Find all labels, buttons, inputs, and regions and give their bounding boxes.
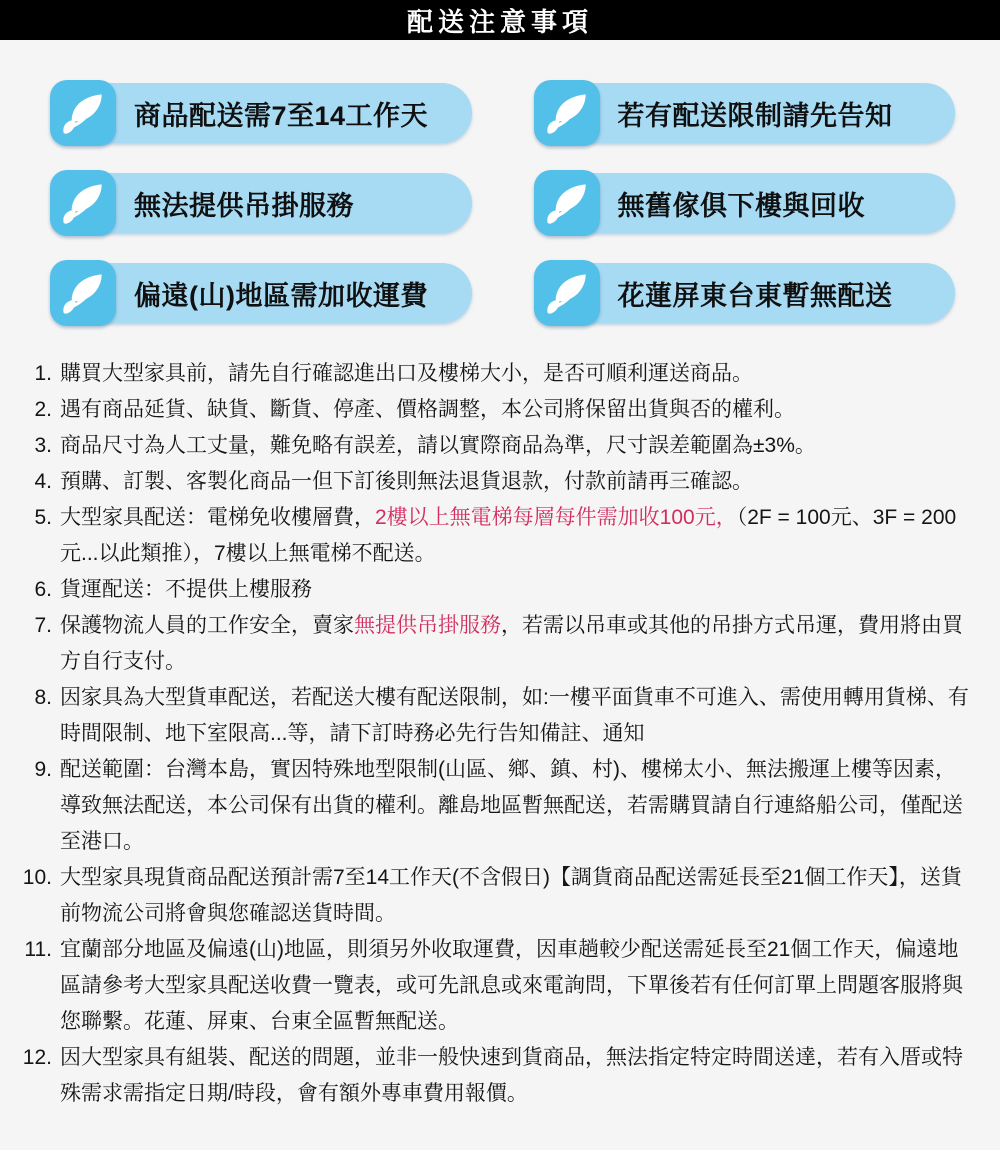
badge-label: 花蓮屏東台東暫無配送 — [617, 280, 893, 311]
list-item-number: 5. — [34, 506, 52, 529]
highlighted-text: 無提供吊掛服務 — [354, 614, 501, 637]
page-header — [0, 0, 1000, 40]
badge-label: 無舊傢俱下樓與回收 — [617, 190, 865, 221]
leaf-icon — [50, 170, 116, 236]
list-item — [12, 428, 976, 464]
badge — [534, 80, 956, 146]
badge — [50, 80, 472, 146]
list-item — [12, 356, 976, 392]
leaf-icon — [534, 170, 600, 236]
list-item — [12, 860, 976, 932]
list-item-text: 保護物流人員的工作安全，賣家無提供吊掛服務，若需以吊車或其他的吊掛方式吊運，費用將由買方自行支付。 — [60, 614, 963, 673]
badge — [534, 260, 956, 326]
list-item-text: 預購、訂製、客製化商品一但下訂後則無法退貨退款，付款前請再三確認。 — [60, 470, 753, 493]
list-item-number: 8. — [34, 686, 52, 709]
list-item-number: 12. — [22, 1046, 52, 1069]
badge — [50, 170, 472, 236]
list-item-number: 7. — [34, 614, 52, 637]
list-item-text: 大型家具配送：電梯免收樓層費，2樓以上無電梯每層每件需加收100元，（2F = 100元、3F = 200元...以此類推），7樓以上無電梯不配送。 — [60, 506, 957, 565]
list-item-number: 2. — [34, 398, 52, 421]
list-item-number: 3. — [34, 434, 52, 457]
leaf-icon — [534, 260, 600, 326]
list-item-text: 因家具為大型貨車配送，若配送大樓有配送限制，如:一樓平面貨車不可進入、需使用轉用貨梯、有時間限制、地下室限高...等，請下訂時務必先行告知備註、通知 — [60, 686, 969, 745]
list-item-text: 配送範圍：台灣本島，實因特殊地型限制(山區、鄉、鎮、村)、樓梯太小、無法搬運上樓等因素，導致無法配送，本公司保有出貨的權利。離島地區暫無配送，若需購買請自行連絡船公司，僅配送至港口。 — [60, 758, 963, 853]
list-item-number: 6. — [34, 578, 52, 601]
list-item-text: 貨運配送：不提供上樓服務 — [60, 578, 312, 601]
list-item-text: 因大型家具有組裝、配送的問題，並非一般快速到貨商品，無法指定特定時間送達，若有入厝或特殊需求需指定日期/時段，會有額外專車費用報價。 — [60, 1046, 963, 1105]
list-item — [12, 680, 976, 752]
list-item-text: 購買大型家具前，請先自行確認進出口及樓梯大小，是否可順利運送商品。 — [60, 362, 753, 385]
list-item — [12, 752, 976, 860]
list-item — [12, 464, 976, 500]
badge-label: 偏遠(山)地區需加收運費 — [134, 280, 428, 311]
list-item-text: 商品尺寸為人工丈量，難免略有誤差，請以實際商品為準，尺寸誤差範圍為±3%。 — [60, 434, 816, 457]
list-item — [12, 1040, 976, 1112]
leaf-icon — [534, 80, 600, 146]
badge-label: 若有配送限制請先告知 — [617, 100, 893, 131]
list-item-number: 1. — [34, 362, 52, 385]
badges-grid — [0, 40, 1000, 340]
badge-label: 無法提供吊掛服務 — [134, 190, 354, 221]
badge-label: 商品配送需7至14工作天 — [134, 100, 429, 131]
list-item-text: 宜蘭部分地區及偏遠(山)地區，則須另外收取運費，因車趟較少配送需延長至21個工作天，偏遠地區請參考大型家具配送收費一覽表，或可先訊息或來電詢問，下單後若有任何訂單上問題客服將與您聯繫。花蓮、屏東、台東全區暫無配送。 — [60, 938, 963, 1033]
list-item — [12, 572, 976, 608]
leaf-icon — [50, 80, 116, 146]
list-item-number: 4. — [34, 470, 52, 493]
list-item — [12, 608, 976, 680]
list-item-text: 遇有商品延貨、缺貨、斷貨、停產、價格調整，本公司將保留出貨與否的權利。 — [60, 398, 795, 421]
list-item-number: 10. — [22, 866, 52, 889]
page-title: 配送注意事項 — [406, 6, 593, 37]
leaf-icon — [50, 260, 116, 326]
list-item-text: 大型家具現貨商品配送預計需7至14工作天(不含假日)【調貨商品配送需延長至21個工作天】，送貨前物流公司將會與您確認送貨時間。 — [60, 866, 962, 925]
badge — [534, 170, 956, 236]
list-item-number: 9. — [34, 758, 52, 781]
list-item — [12, 932, 976, 1040]
highlighted-text: 2樓以上無電梯每層每件需加收100元， — [375, 506, 737, 529]
list-item-number: 11. — [24, 938, 52, 961]
notes-list — [0, 340, 1000, 1112]
badge — [50, 260, 472, 326]
list-item — [12, 392, 976, 428]
list-item — [12, 500, 976, 572]
